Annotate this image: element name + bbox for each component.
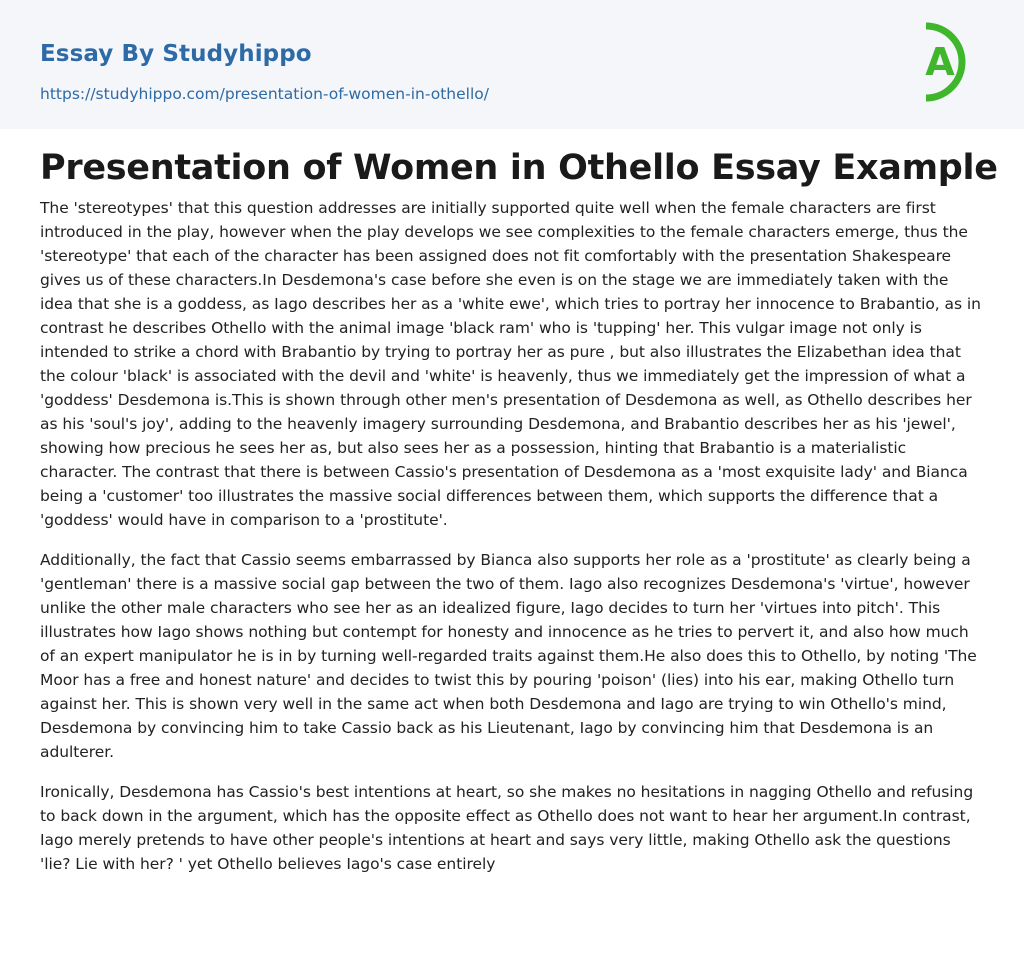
article-paragraph-2: Additionally, the fact that Cassio seems embarrassed by Bianca also supports her role as a 'prostitute' as clearly being a 'gentleman' there is a massive social gap between the two of them. Iago also recognizes Desdemona's 'virtue', however unlike the other male characters who see her as an idealized figure, Iago decides to turn her 'virtues into pitch'. This illustrates how Iago shows nothing but contempt for honesty and innocence as he tries to pervert it, and also how much of an expert manipulator he is in by turning well-regarded traits against them.He also does this to Othello, by noting 'The Moor has a free and honest nature' and decides to twist this by pouring 'poison' (lies) into his ear, making Othello turn against her. This is shown very well in the same act when both Desdemona and Iago are trying to win Othello's mind, Desdemona by convincing him to take Cassio back as his Lieutenant, Iago by convincing him that Desdemona is an adulterer.: [40, 551, 977, 761]
article-paragraph-1: The 'stereotypes' that this question addresses are initially supported quite well when the female characters are first introduced in the play, however when the play develops we see complexities to the female characters emerge, thus the 'stereotype' that each of the character has been assigned does not fit comfortably with the presentation Shakespeare gives us of these characters.In Desdemona's case before she even is on the stage we are immediately taken with the idea that she is a goddess, as Iago describes her as a 'white ewe', which tries to portray her innocence to Brabantio, as in contrast he describes Othello with the animal image 'black ram' who is 'tupping' her. This vulgar image not only is intended to strike a chord with Brabantio by trying to portray her as pure , but also illustrates the Elizabethan idea that the colour 'black' is associated with the devil and 'white' is heavenly, thus we immediately get the impression of what a 'goddess' Desdemona is.This is shown through other men's presentation of Desdemona as well, as Othello describes her as his 'soul's joy', adding to the heavenly imagery surrounding Desdemona, and Brabantio describes her as his 'jewel', showing how precious he sees her as, but also sees her as a possession, hinting that Brabantio is a materialistic character. The contrast that there is between Cassio's presentation of Desdemona as a 'most exquisite lady' and Bianca being a 'customer' too illustrates the massive social differences between them, which supports the difference that a 'goddess' would have in comparison to a 'prostitute'.: [40, 199, 981, 529]
brand-name[interactable]: Essay By Studyhippo: [40, 41, 312, 67]
studyhippo-logo-icon[interactable]: [912, 18, 986, 106]
logo-letter: A: [925, 40, 955, 84]
article-title: Presentation of Women in Othello Essay Example: [40, 148, 998, 188]
site-header: [0, 0, 1024, 129]
page-url-link[interactable]: https://studyhippo.com/presentation-of-women-in-othello/: [40, 85, 489, 103]
article-paragraph-3: Ironically, Desdemona has Cassio's best intentions at heart, so she makes no hesitations in nagging Othello and refusing to back down in the argument, which has the opposite effect as Othello does not want to hear her argument.In contrast, Iago merely pretends to have other people's intentions at heart and says very little, making Othello ask the questions 'lie? Lie with her? ' yet Othello believes Iago's case entirely: [40, 783, 974, 873]
article: [0, 129, 1024, 876]
